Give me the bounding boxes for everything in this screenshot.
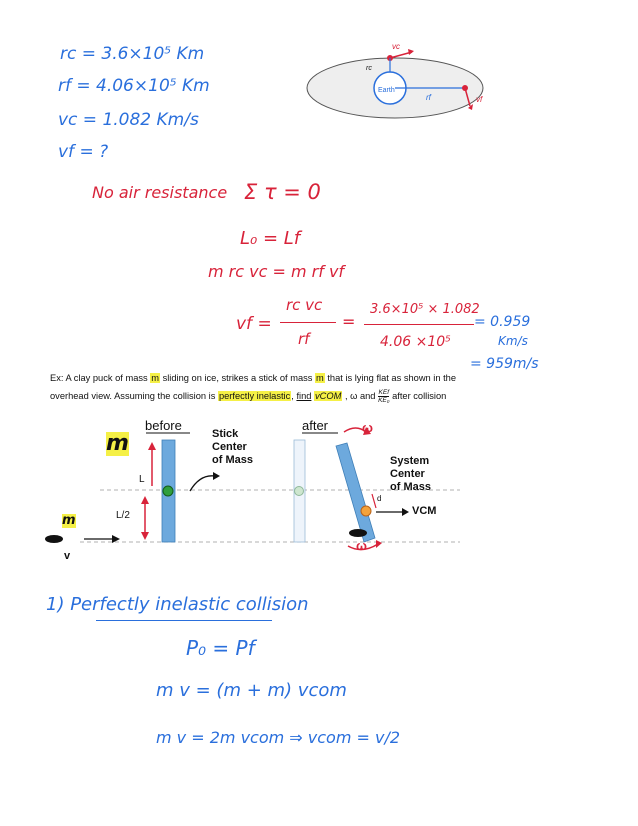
problem-line-1: Ex: A clay puck of mass m sliding on ice, strikes a stick of mass m that is lying flat as shown in the — [50, 373, 457, 383]
den-val: 4.06 ×10⁵ — [380, 334, 451, 350]
stick-com-label: Stick Center of Mass — [212, 428, 253, 466]
given-rc: rc = 3.6×10⁵ Km — [60, 44, 205, 64]
omega-bottom-label: ω — [356, 538, 367, 553]
puck-before — [45, 535, 63, 543]
vf-lhs: vf = — [236, 314, 272, 334]
before-label: before — [145, 418, 182, 433]
m-big-label: m — [106, 431, 129, 456]
momentum-eq: P₀ = Pf — [186, 636, 255, 660]
find-word: find — [296, 390, 312, 401]
final-eq: m v = 2m vcom ⇒ vcom = v/2 — [156, 728, 401, 747]
frac-num: rc vc — [286, 296, 323, 314]
rc-label: rc — [366, 65, 372, 72]
omega-top-label: ω — [362, 420, 373, 435]
num-val: 3.6×10⁵ × 1.082 — [370, 302, 480, 317]
m-small-label: m — [62, 513, 76, 528]
val-bar — [364, 324, 474, 325]
vf-label: vf — [476, 95, 483, 104]
heading-underline — [96, 620, 272, 621]
given-rf: rf = 4.06×10⁵ Km — [58, 76, 210, 96]
after-label: after — [302, 418, 329, 433]
L2-label: L/2 — [116, 510, 130, 521]
ghost-com-marker — [295, 487, 304, 496]
solution-heading: 1) Perfectly inelastic collision — [46, 594, 309, 615]
highlight-m2: m — [316, 373, 324, 383]
given-vc: vc = 1.082 Km/s — [58, 110, 199, 130]
highlight-vcom: vCOM — [315, 390, 342, 401]
torque-eq: Σ τ = 0 — [244, 180, 321, 204]
mrv-eq: m rc vc = m rf vf — [208, 262, 345, 281]
frac-den: rf — [298, 330, 310, 348]
problem-line-2: overhead view. Assuming the collision is perfectly inelastic, find vCOM , ω and KEf KE₀ after collision — [50, 389, 447, 404]
stick-com-marker — [163, 486, 173, 496]
no-air-resistance: No air resistance — [92, 183, 228, 202]
d-label: d — [377, 494, 382, 503]
rf-label: rf — [426, 93, 431, 102]
system-com-marker — [361, 506, 371, 516]
stick-after — [336, 443, 375, 542]
v-label: v — [64, 550, 71, 562]
given-vf: vf = ? — [58, 142, 109, 162]
result-kms-unit: Km/s — [498, 334, 528, 348]
result-ms: = 959m/s — [470, 356, 539, 372]
result-kms: = 0.959 — [474, 314, 531, 330]
frac-bar — [280, 322, 336, 323]
puck-after — [349, 529, 367, 537]
equals-sign: = — [342, 312, 356, 331]
highlight-perfectly-inelastic: perfectly inelastic — [218, 390, 291, 401]
highlight-m1: m — [151, 373, 159, 383]
angular-momentum-eq: L₀ = Lf — [240, 228, 301, 249]
vc-top-label: vc — [392, 42, 400, 51]
earth-label: Earth — [378, 87, 395, 94]
orbit-diagram — [300, 38, 520, 128]
system-com-label: System Center of Mass — [390, 455, 431, 493]
mv-eq: m v = (m + m) vcom — [156, 680, 347, 701]
ke-fraction: KEf KE₀ — [378, 389, 390, 404]
L-label: L — [139, 474, 145, 485]
vcm-label: VCM — [412, 505, 437, 517]
